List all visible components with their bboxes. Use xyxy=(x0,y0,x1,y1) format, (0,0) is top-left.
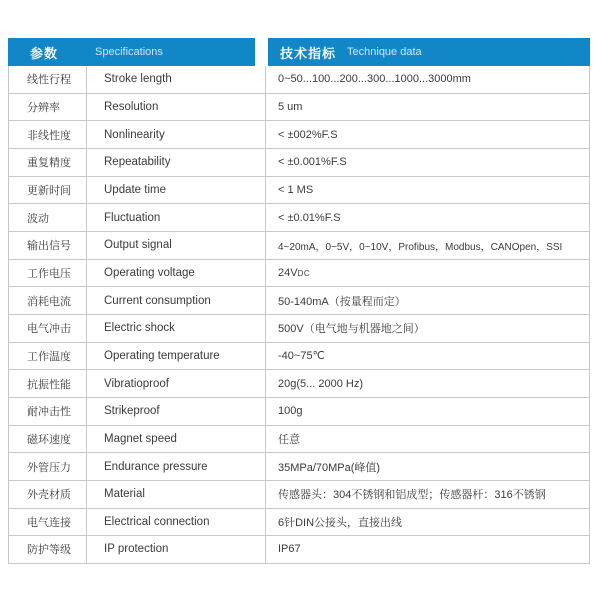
table-row xyxy=(9,343,589,371)
value-cell: 任意 xyxy=(278,433,300,446)
param-cn-cell: 电气连接 xyxy=(9,509,87,536)
table-row xyxy=(9,370,589,398)
value-cell: 20g(5... 2000 Hz) xyxy=(278,377,363,390)
table-row xyxy=(9,66,589,94)
value-subscript: DC xyxy=(297,269,311,279)
param-cn-cell: 线性行程 xyxy=(9,66,87,93)
value-cell: 传感器头：304不锈钢和铝成型；传感器杆：316不锈钢 xyxy=(278,489,546,502)
header-divider xyxy=(255,38,268,66)
param-cn-cell: 工作电压 xyxy=(9,260,87,287)
param-en-cell: IP protection xyxy=(87,536,266,563)
param-en-cell: Nonlinearity xyxy=(87,121,266,148)
param-en-cell: Fluctuation xyxy=(87,204,266,231)
param-cn-cell: 非线性度 xyxy=(9,121,87,148)
param-cn-cell: 防护等级 xyxy=(9,536,87,563)
table-row xyxy=(9,232,589,260)
table-row xyxy=(9,204,589,232)
table-row xyxy=(9,315,589,343)
table-row xyxy=(9,426,589,454)
value-cell: < ±0.001%F.S xyxy=(278,156,347,169)
value-cell: 35MPa/70MPa(峰值) xyxy=(278,461,381,474)
table-row xyxy=(9,287,589,315)
param-en-cell: Output signal xyxy=(87,232,266,259)
table-row xyxy=(9,453,589,481)
table-header xyxy=(8,38,590,66)
param-cn-cell: 输出信号 xyxy=(9,232,87,259)
param-cn-cell: 电气冲击 xyxy=(9,315,87,342)
header-param-cn: 参数 xyxy=(30,45,59,61)
header-param-en: Specifications xyxy=(95,46,163,58)
param-en-cell: Stroke length xyxy=(87,66,266,93)
value-cell: < 1 MS xyxy=(278,183,314,196)
param-en-cell: Strikeproof xyxy=(87,398,266,425)
value-cell: IP67 xyxy=(278,543,301,556)
header-right-block xyxy=(268,38,590,66)
param-cn-cell: 重复精度 xyxy=(9,149,87,176)
param-cn-cell: 更新时间 xyxy=(9,177,87,204)
param-cn-cell: 外管压力 xyxy=(9,453,87,480)
spec-table xyxy=(8,38,590,564)
value-cell: 500V（电气地与机器地之间） xyxy=(278,323,425,336)
table-row xyxy=(9,149,589,177)
param-cn-cell: 抗振性能 xyxy=(9,370,87,397)
value-cell: 0~50...100...200...300...1000...3000mm xyxy=(278,73,471,86)
header-left-block xyxy=(8,38,255,66)
param-en-cell: Operating voltage xyxy=(87,260,266,287)
header-value-en: Technique data xyxy=(347,46,422,58)
value-cell: 100g xyxy=(278,405,303,418)
param-en-cell: Vibratioproof xyxy=(87,370,266,397)
table-row xyxy=(9,121,589,149)
param-en-cell: Material xyxy=(87,481,266,508)
table-row xyxy=(9,481,589,509)
value-cell: < ±0.01%F.S xyxy=(278,211,341,224)
value-cell: 6针DIN公接头，直接出线 xyxy=(278,516,403,529)
param-en-cell: Current consumption xyxy=(87,287,266,314)
table-row xyxy=(9,536,589,564)
param-en-cell: Operating temperature xyxy=(87,343,266,370)
value-cell: 4~20mA，0~5V，0~10V，Profibus，Modbus，CANOpen，SSI xyxy=(278,241,563,253)
param-en-cell: Electric shock xyxy=(87,315,266,342)
param-cn-cell: 外壳材质 xyxy=(9,481,87,508)
table-row xyxy=(9,94,589,122)
param-en-cell: Magnet speed xyxy=(87,426,266,453)
param-cn-cell: 耐冲击性 xyxy=(9,398,87,425)
table-row xyxy=(9,260,589,288)
value-cell: 5 um xyxy=(278,100,303,113)
table-row xyxy=(9,177,589,205)
param-en-cell: Electrical connection xyxy=(87,509,266,536)
value-cell: 50-140mA（按量程而定） xyxy=(278,295,406,308)
value-cell: 24V DC xyxy=(278,266,311,279)
table-row xyxy=(9,509,589,537)
param-cn-cell: 工作温度 xyxy=(9,343,87,370)
param-cn-cell: 消耗电流 xyxy=(9,287,87,314)
param-cn-cell: 分辨率 xyxy=(9,94,87,121)
param-en-cell: Repeatability xyxy=(87,149,266,176)
param-en-cell: Endurance pressure xyxy=(87,453,266,480)
header-value-cn: 技术指标 xyxy=(280,45,337,61)
value-cell: -40~75℃ xyxy=(278,350,325,363)
table-body xyxy=(8,66,590,564)
param-cn-cell: 磁环速度 xyxy=(9,426,87,453)
param-en-cell: Update time xyxy=(87,177,266,204)
param-en-cell: Resolution xyxy=(87,94,266,121)
value-cell: < ±002%F.S xyxy=(278,128,338,141)
param-cn-cell: 波动 xyxy=(9,204,87,231)
table-row xyxy=(9,398,589,426)
